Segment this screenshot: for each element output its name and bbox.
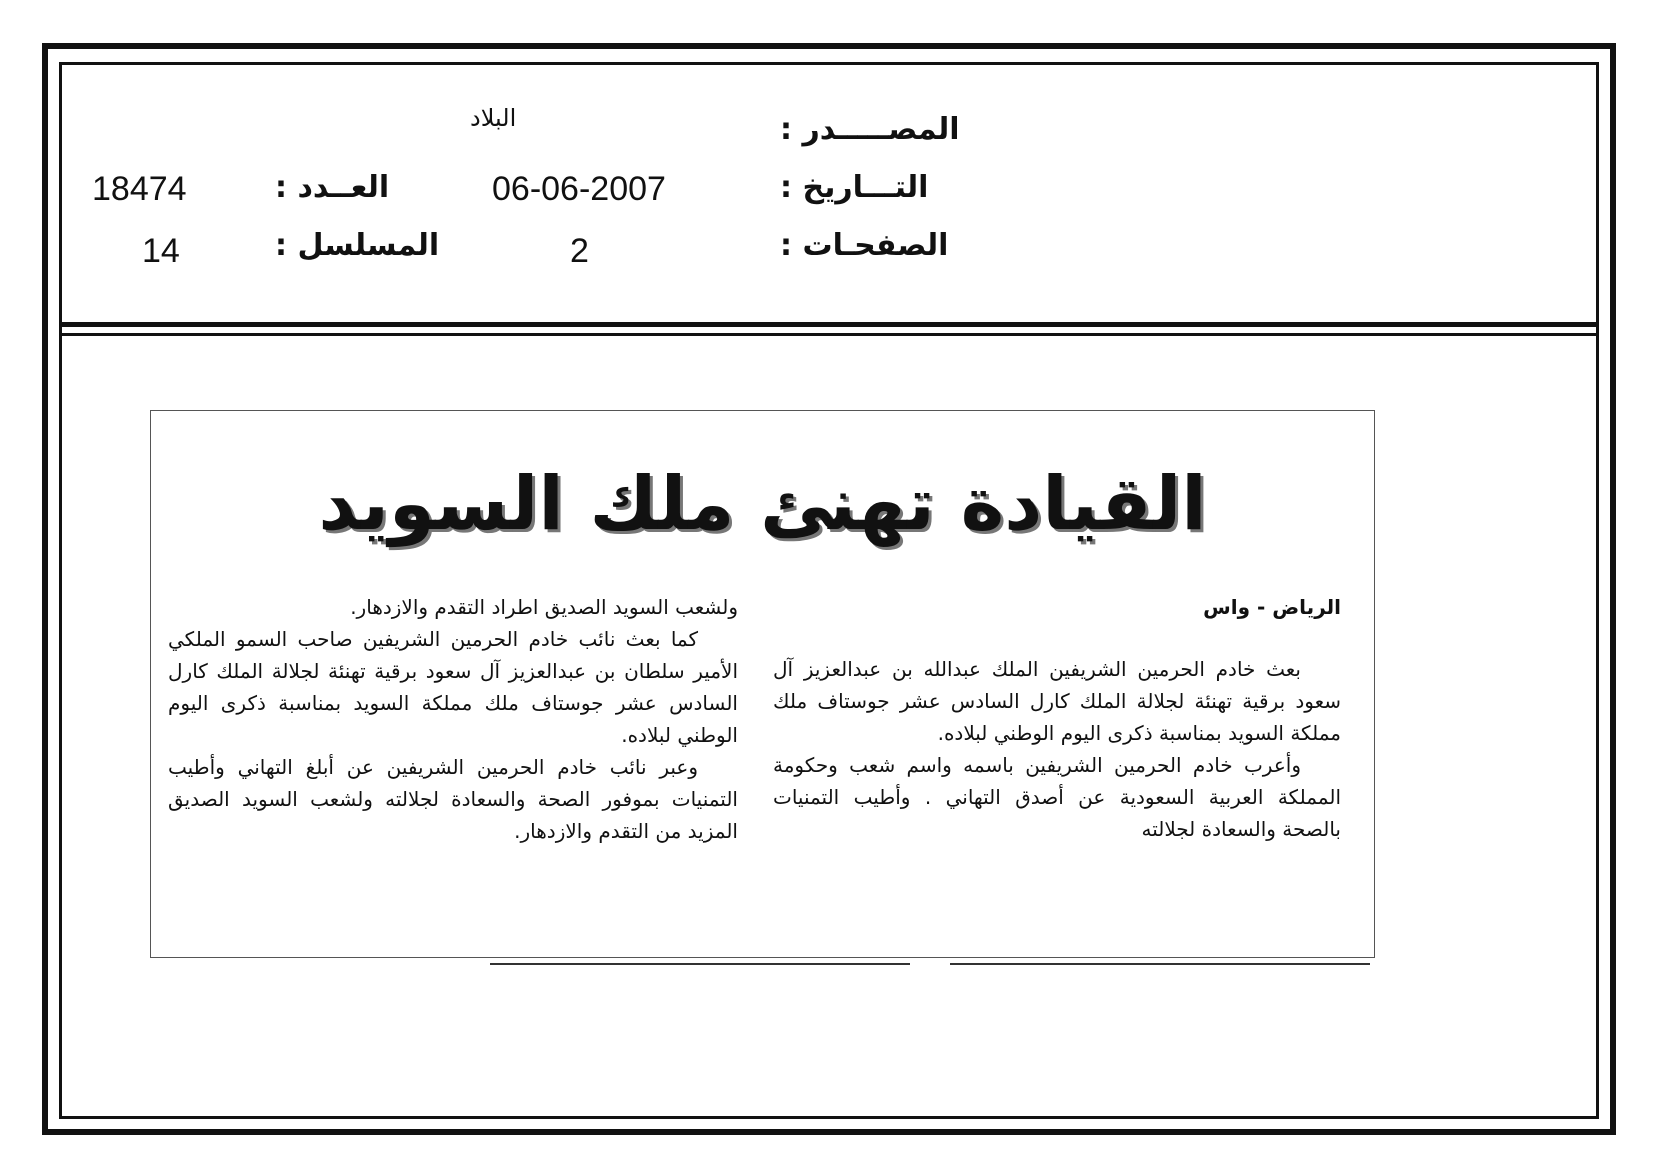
serial-value: 14 [142, 232, 180, 270]
serial-label: المسلسل : [275, 228, 440, 263]
source-label: المصـــــدر : [780, 112, 960, 147]
issue-value: 18474 [92, 170, 187, 208]
date-label: التـــاريخ : [780, 170, 929, 205]
article-dateline: الرياض - واس [1203, 595, 1341, 619]
pages-value: 2 [570, 232, 589, 270]
article-paragraph: كما بعث نائب خادم الحرمين الشريفين صاحب السمو الملكي الأمير سلطان بن عبدالعزيز آل سعود برقية تهنئة لجلالة الملك كارل السادس عشر جوستاف ملك مملكة السويد بمناسبة ذكرى اليوم الوطني لبلاده. [168, 627, 738, 747]
article-paragraph: ولشعب السويد الصديق اطراد التقدم والازدهار. [350, 595, 738, 619]
article-paragraph: وعبر نائب خادم الحرمين الشريفين عن أبلغ التهاني وأطيب التمنيات بموفور الصحة والسعادة لجلالته ولشعب السويد الصديق المزيد من التقدم والازدهار. [168, 755, 738, 843]
clipping-edge-line [950, 963, 1370, 965]
article-paragraph: بعث خادم الحرمين الشريفين الملك عبدالله بن عبدالعزيز آل سعود برقية تهنئة لجلالة الملك كارل السادس عشر جوستاف ملك مملكة السويد بمناسبة ذكرى اليوم الوطني لبلاده. [773, 657, 1341, 745]
article-column-right [773, 591, 1341, 845]
issue-label: العــدد : [275, 170, 390, 205]
pages-label: الصفحـات : [780, 228, 949, 263]
article-clipping [150, 410, 1375, 958]
article-column-left [168, 591, 738, 847]
article-headline: القيادة تهنئ ملك السويد [318, 461, 1207, 547]
header-divider [59, 322, 1599, 336]
article-paragraph: وأعرب خادم الحرمين الشريفين باسمه واسم شعب وحكومة المملكة العربية السعودية عن أصدق التهاني . وأطيب التمنيات بالصحة والسعادة لجلالته [773, 753, 1341, 841]
date-value: 06-06-2007 [492, 170, 666, 208]
source-value: البلاد [470, 104, 517, 132]
clipping-edge-line [490, 963, 910, 965]
